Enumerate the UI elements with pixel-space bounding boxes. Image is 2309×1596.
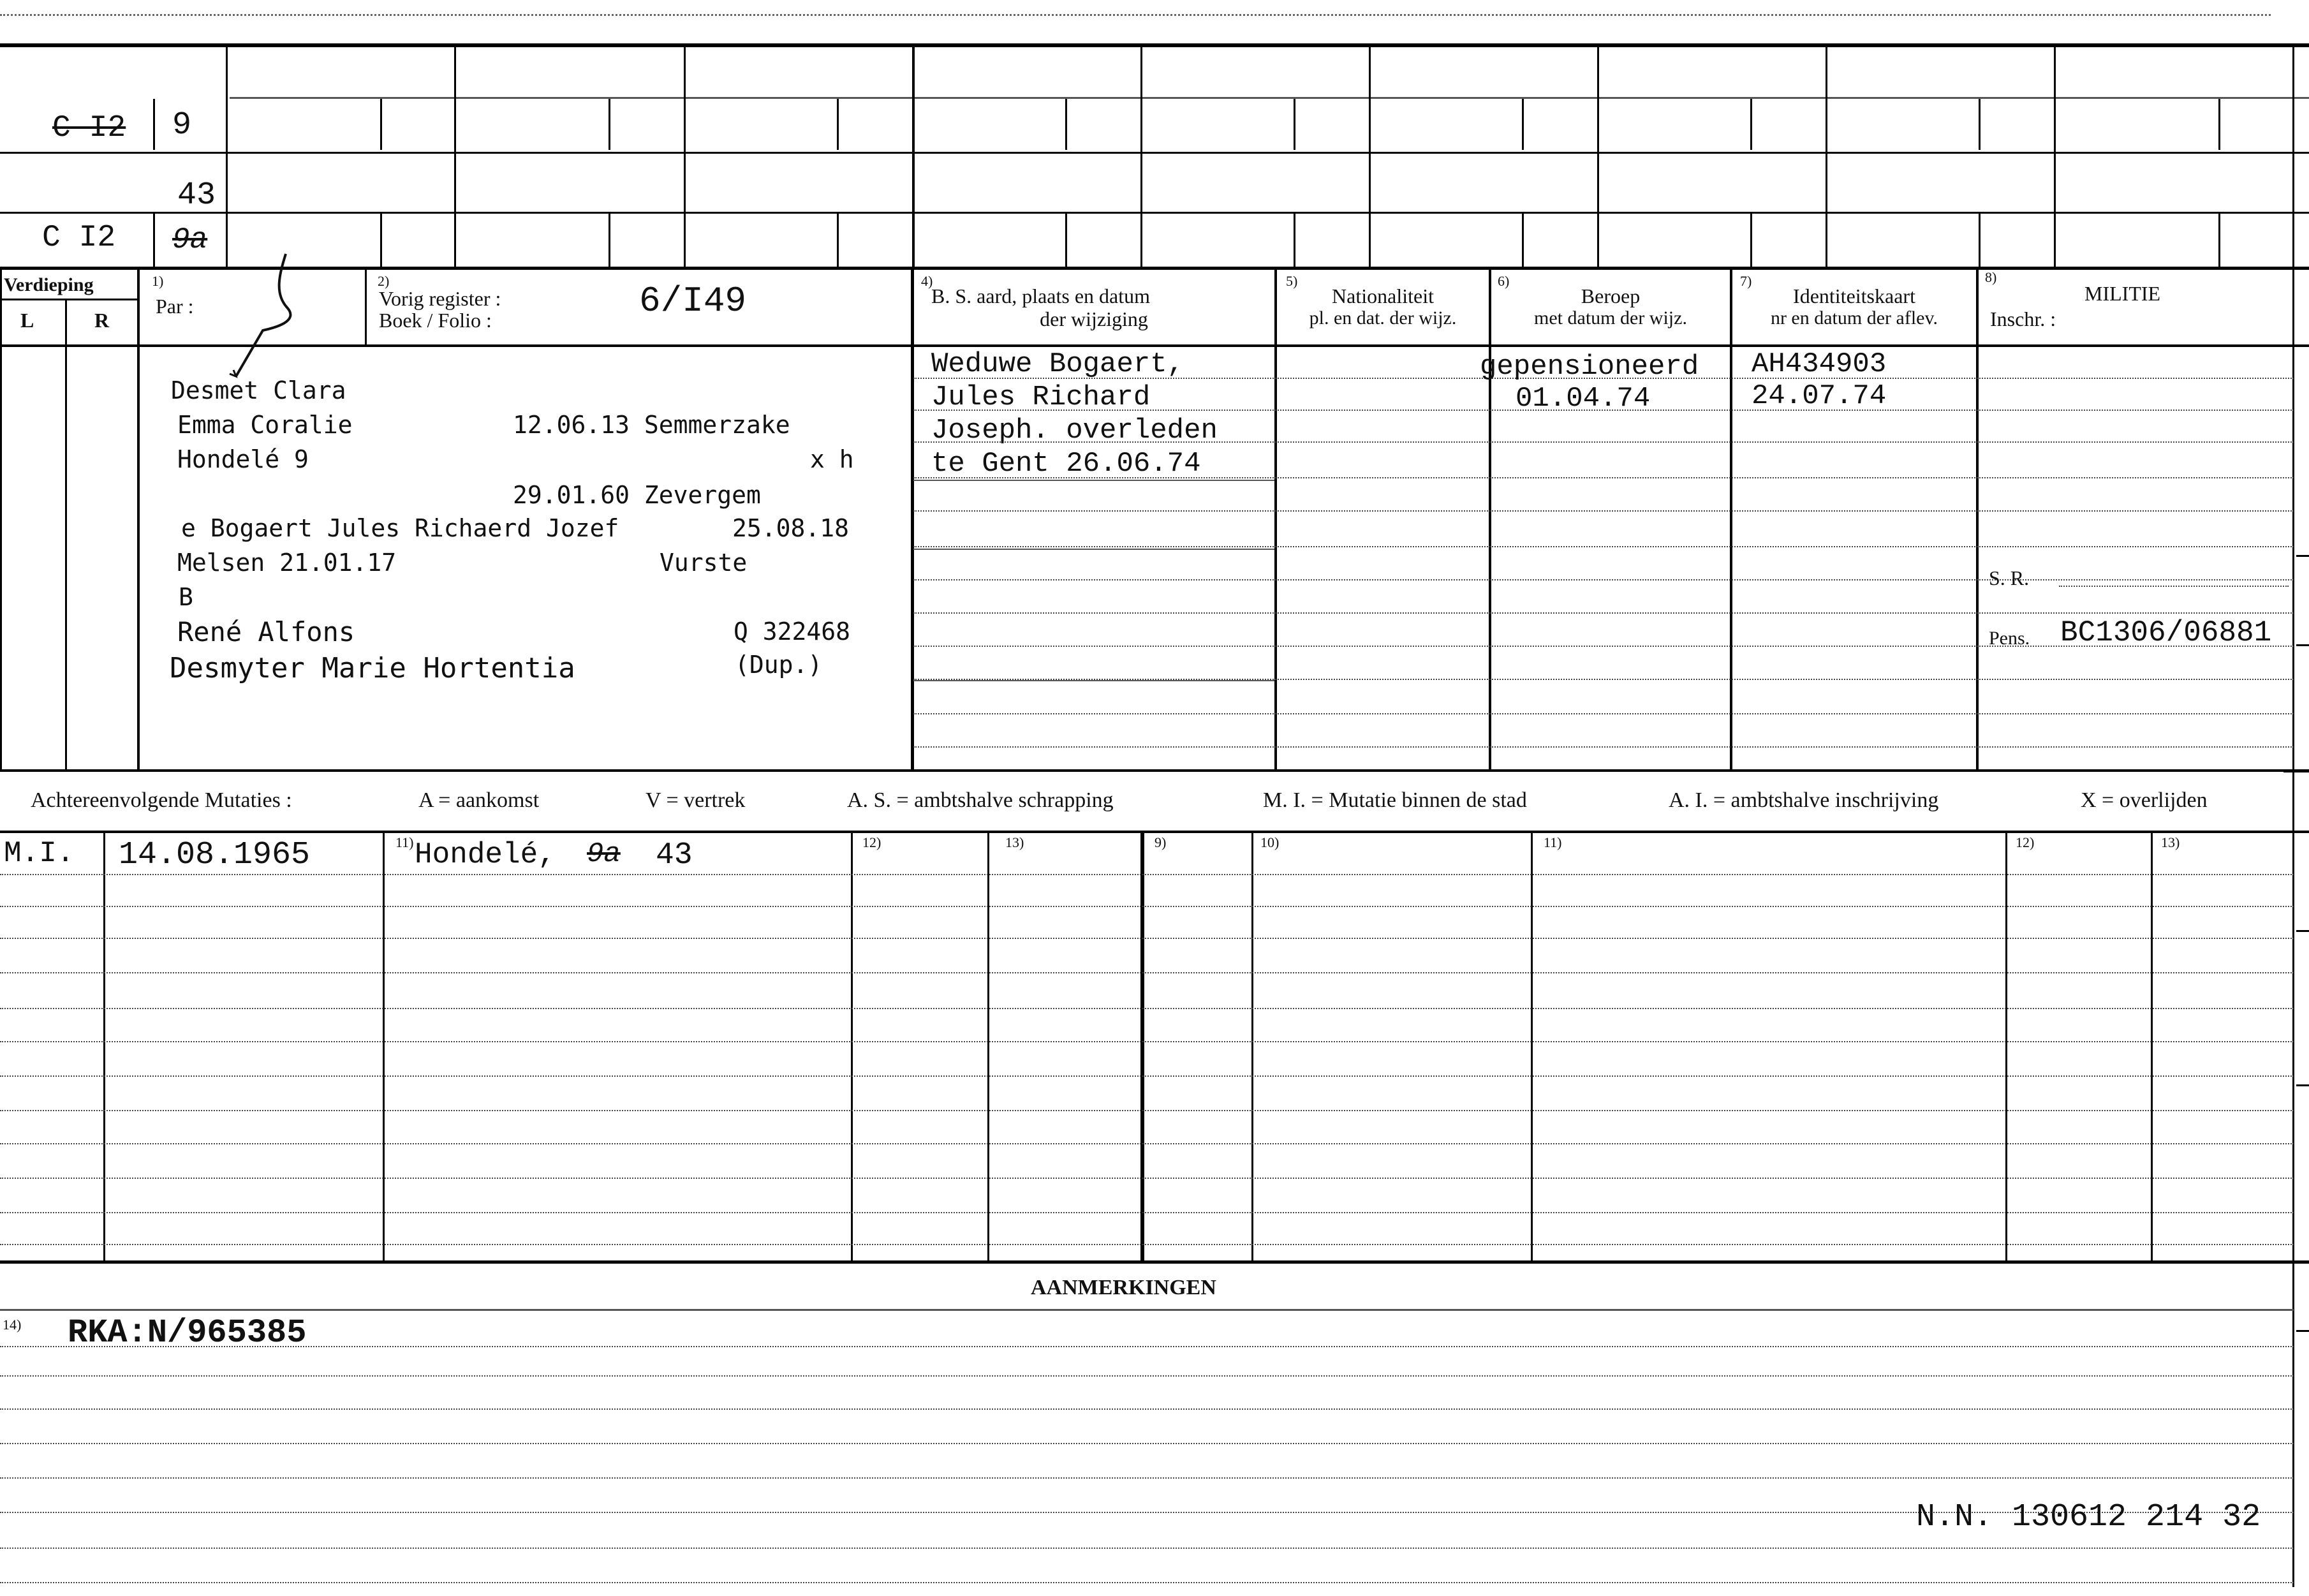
header-n7: 7)	[1740, 273, 1752, 289]
header-n6: 6)	[1498, 273, 1510, 289]
mutation-address-old: 9a	[587, 838, 621, 870]
mutaties-legend-x: X = overlijden	[2081, 788, 2208, 812]
header-verdieping: Verdieping	[4, 274, 94, 295]
top-row2-number: 43	[177, 177, 216, 214]
mut-n13a: 13)	[1005, 834, 1024, 850]
mutaties-legend-ai: A. I. = ambtshalve inschrijving	[1669, 788, 1939, 812]
aanmerkingen-rka: RKA:N/965385	[68, 1314, 307, 1352]
vorig-register-value: 6/I49	[639, 281, 747, 321]
top-row1-number: 9	[172, 107, 192, 144]
mut-n11a: 11)	[395, 834, 414, 850]
militie-pens-value: BC1306/06881	[2060, 616, 2272, 649]
person-line9-right: (Dup.)	[735, 651, 823, 679]
person-line2-date: 12.06.13 Semmerzake	[513, 411, 790, 439]
header-bs-line2: der wijziging	[1040, 307, 1148, 330]
header-beroep-line2: met datum der wijz.	[1534, 307, 1687, 329]
mut-n10: 10)	[1260, 834, 1280, 850]
person-line7: B	[179, 583, 193, 611]
person-line6-right: Vurste	[660, 549, 748, 577]
person-line5-name: e Bogaert Jules Richaerd Jozef	[181, 514, 619, 542]
top-row3-number: 9a	[172, 223, 208, 256]
handwritten-arrow-mark	[210, 249, 325, 389]
col4-line3: Joseph. overleden	[931, 415, 1218, 447]
mutaties-legend-as: A. S. = ambtshalve schrapping	[847, 788, 1114, 812]
mut-n13b: 13)	[2161, 834, 2180, 850]
person-line1: Desmet Clara	[171, 376, 346, 404]
header-n1: 1)	[152, 273, 164, 289]
mut-n12a: 12)	[862, 834, 882, 850]
header-beroep-line1: Beroep	[1581, 284, 1641, 307]
militie-sr-label: S. R.	[1989, 566, 2030, 589]
mutation-address-new: 43	[656, 838, 693, 873]
person-line8-name: René Alfons	[177, 616, 355, 647]
mut-n9: 9)	[1154, 834, 1167, 850]
top-row3-label: C I2	[42, 221, 116, 255]
person-line3-right: x h	[810, 445, 854, 473]
col7-id-date: 24.07.74	[1752, 380, 1887, 412]
mut-n11b: 11)	[1544, 834, 1562, 850]
person-line2-name: Emma Coralie	[177, 411, 353, 439]
header-n8: 8)	[1985, 269, 1997, 285]
col4-line2: Jules Richard	[931, 381, 1151, 413]
mutation-date: 14.08.1965	[119, 837, 311, 873]
col4-line4: te Gent 26.06.74	[931, 448, 1201, 480]
header-n5: 5)	[1286, 273, 1298, 289]
mutaties-legend-mi: M. I. = Mutatie binnen de stad	[1263, 788, 1527, 812]
col6-date: 01.04.74	[1516, 383, 1651, 415]
col7-id-number: AH434903	[1752, 348, 1887, 380]
header-vorig-register: Vorig register :	[379, 287, 501, 310]
aanmerkingen-n14: 14)	[3, 1317, 22, 1333]
header-nat-line1: Nationaliteit	[1332, 284, 1434, 307]
footer-nn-number: N.N. 130612 214 32	[1916, 1499, 2261, 1535]
header-n4: 4)	[921, 273, 933, 289]
header-l: L	[20, 309, 34, 332]
header-r: R	[94, 309, 110, 332]
mutation-address: Hondelé,	[415, 838, 556, 871]
person-line8-right: Q 322468	[734, 617, 851, 646]
person-line6-place: Melsen 21.01.17	[177, 549, 397, 577]
militie-pens-label: Pens.	[1989, 628, 2030, 649]
mutation-type: M.I.	[4, 837, 75, 870]
mut-n12b: 12)	[2016, 834, 2035, 850]
aanmerkingen-title: AANMERKINGEN	[1031, 1276, 1216, 1299]
header-nat-line2: pl. en dat. der wijz.	[1309, 307, 1457, 329]
col4-line1: Weduwe Bogaert,	[931, 348, 1184, 380]
mutaties-legend-a: A = aankomst	[418, 788, 540, 812]
top-row1-label: C-I2	[52, 111, 126, 145]
person-line4: 29.01.60 Zevergem	[513, 481, 761, 509]
header-n2: 2)	[378, 273, 390, 289]
header-par: Par :	[156, 295, 194, 318]
header-boek-folio: Boek / Folio :	[379, 309, 492, 332]
header-militie: MILITIE	[2084, 282, 2161, 305]
header-inschr: Inschr. :	[1990, 307, 2056, 330]
person-line5-date: 25.08.18	[732, 514, 850, 542]
mutaties-legend-v: V = vertrek	[645, 788, 746, 812]
header-id-line2: nr en datum der aflev.	[1770, 307, 1938, 329]
col6-beroep: gepensioneerd	[1480, 351, 1699, 383]
person-line3-address: Hondelé 9	[177, 445, 309, 473]
header-id-line1: Identiteitskaart	[1793, 284, 1915, 307]
person-line9-name: Desmyter Marie Hortentia	[170, 652, 575, 684]
header-bs-line1: B. S. aard, plaats en datum	[931, 284, 1151, 307]
mutaties-title: Achtereenvolgende Mutaties :	[31, 788, 292, 812]
